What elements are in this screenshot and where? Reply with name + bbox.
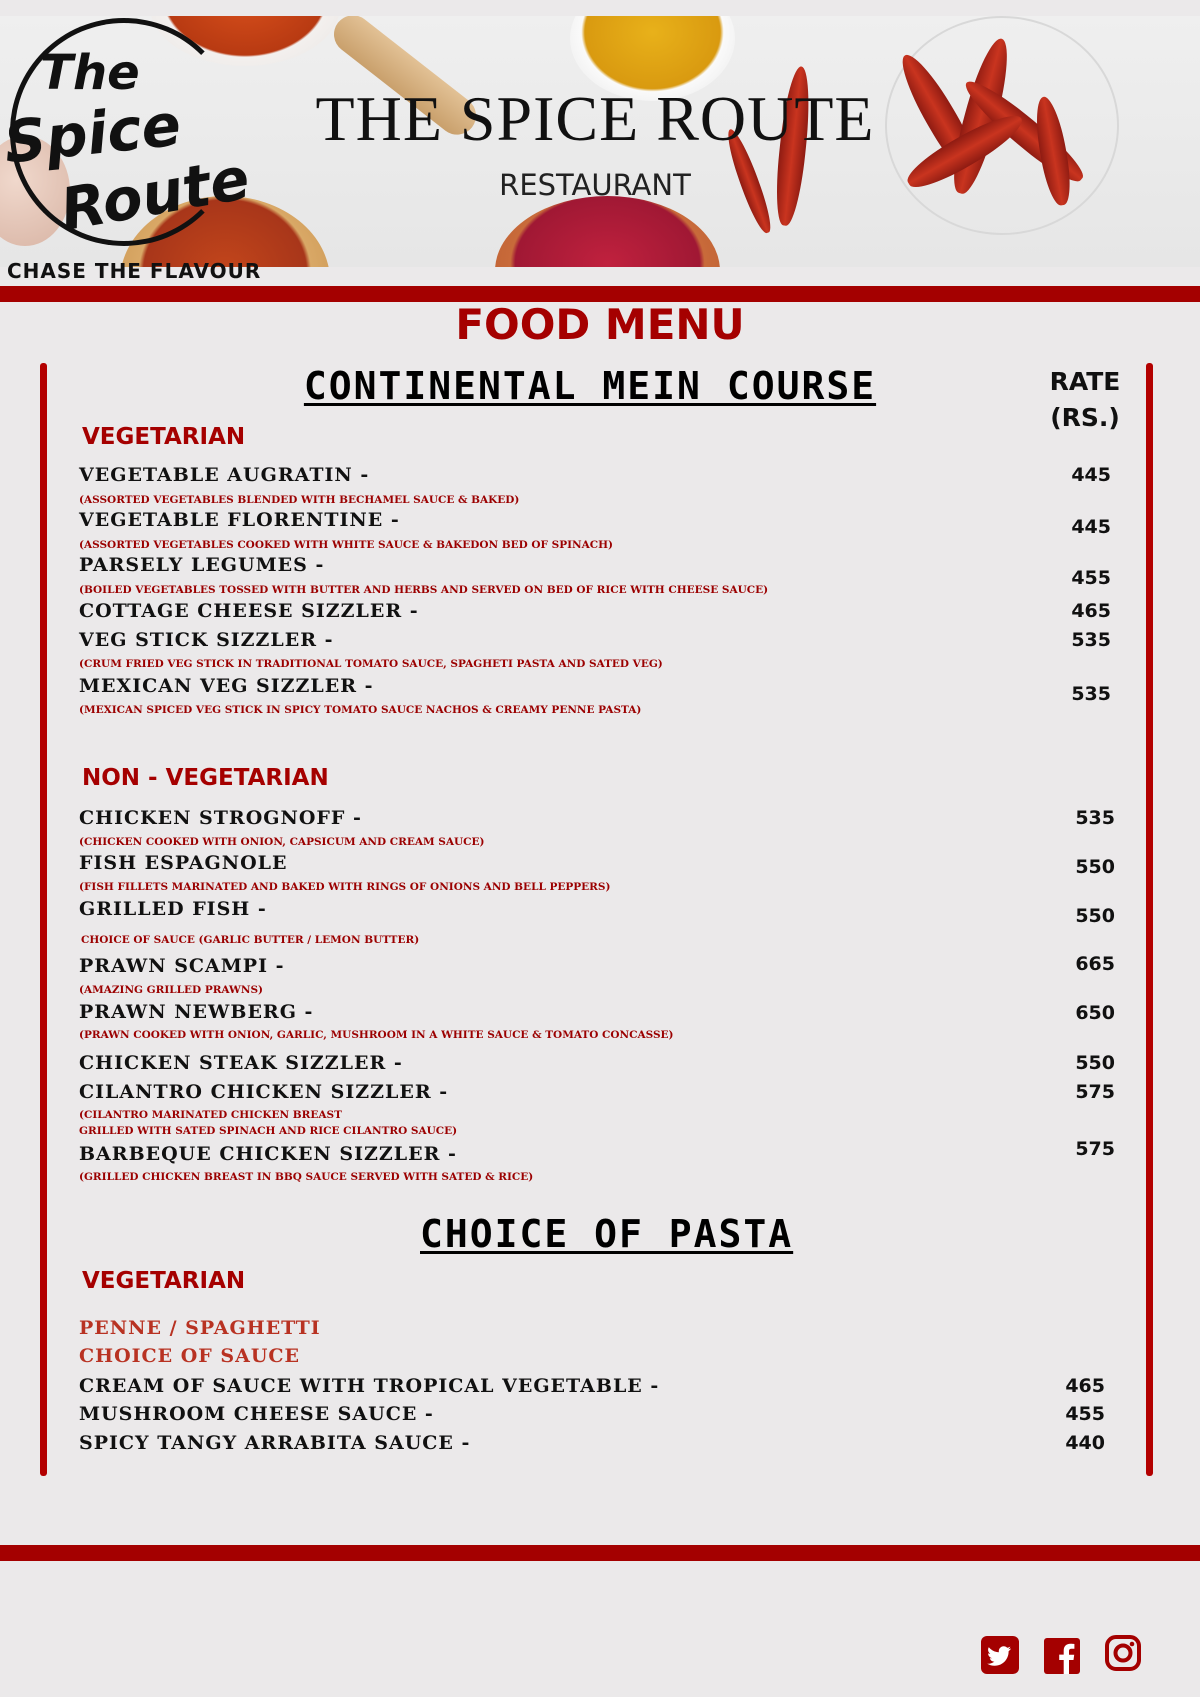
menu-item-desc-line2: GRILLED WITH SATED SPINACH AND RICE CILANTRO SAUCE)	[79, 1125, 458, 1137]
pasta-section-title: CHOICE OF PASTA	[420, 1212, 794, 1256]
menu-item-name: GRILLED FISH -	[79, 898, 267, 920]
pasta-item-price: 455	[1065, 1403, 1105, 1425]
menu-item-name: PARSELY LEGUMES -	[79, 554, 325, 576]
twitter-icon[interactable]	[981, 1636, 1019, 1674]
menu-item-desc: (PRAWN COOKED WITH ONION, GARLIC, MUSHROOM IN A WHITE SAUCE & TOMATO CONCASSE)	[79, 1029, 674, 1041]
menu-item-price: 550	[1075, 905, 1115, 927]
restaurant-title: THE SPICE ROUTE	[315, 83, 875, 154]
menu-item-price: 445	[1071, 464, 1111, 486]
menu-item-price: 465	[1071, 600, 1111, 622]
menu-item-desc: (FISH FILLETS MARINATED AND BAKED WITH RINGS OF ONIONS AND BELL PEPPERS)	[79, 881, 611, 893]
menu-item-name: PRAWN NEWBERG -	[79, 1001, 314, 1023]
menu-item-desc: (AMAZING GRILLED PRAWNS)	[79, 984, 264, 996]
menu-item-desc: (ASSORTED VEGETABLES BLENDED WITH BECHAMEL SAUCE & BAKED)	[79, 494, 520, 506]
pasta-sauce-line: CHOICE OF SAUCE	[79, 1345, 301, 1367]
facebook-icon[interactable]	[1044, 1638, 1082, 1676]
menu-item-price: 535	[1071, 629, 1111, 651]
frame-right-line	[1146, 363, 1153, 1476]
menu-item-name: CHICKEN STROGNOFF -	[79, 807, 362, 829]
frame-left-line	[40, 363, 47, 1476]
menu-item-desc: CHOICE OF SAUCE (GARLIC BUTTER / LEMON BUTTER)	[81, 934, 420, 946]
menu-item-name: CILANTRO CHICKEN SIZZLER -	[79, 1081, 449, 1103]
menu-item-price: 665	[1075, 953, 1115, 975]
pasta-item-price: 465	[1065, 1375, 1105, 1397]
sumac-bowl-image	[495, 196, 720, 267]
menu-item-desc: (CRUM FRIED VEG STICK IN TRADITIONAL TOMATO SAUCE, SPAGHETI PASTA AND SATED VEG)	[79, 658, 663, 670]
menu-item-price: 650	[1075, 1002, 1115, 1024]
logo-spice-text: Spice	[0, 90, 184, 177]
rate-header-line2: (RS.)	[1050, 403, 1120, 432]
menu-item-name: MEXICAN VEG SIZZLER -	[79, 675, 374, 697]
pasta-item-name: SPICY TANGY ARRABITA SAUCE -	[79, 1432, 471, 1454]
menu-item-desc: (CILANTRO MARINATED CHICKEN BREAST	[79, 1109, 342, 1121]
menu-item-price: 455	[1071, 567, 1111, 589]
menu-item-price: 550	[1075, 856, 1115, 878]
menu-item-price: 535	[1075, 807, 1115, 829]
menu-item-price: 575	[1075, 1081, 1115, 1103]
menu-item-price: 445	[1071, 516, 1111, 538]
menu-item-name: VEGETABLE AUGRATIN -	[79, 464, 370, 486]
menu-item-desc: (ASSORTED VEGETABLES COOKED WITH WHITE SAUCE & BAKEDON BED OF SPINACH)	[79, 539, 614, 551]
instagram-icon[interactable]	[1104, 1634, 1142, 1672]
restaurant-subtitle: RESTAURANT	[499, 168, 691, 202]
menu-item-name: BARBEQUE CHICKEN SIZZLER -	[79, 1143, 457, 1165]
pasta-type-line: PENNE / SPAGHETTI	[79, 1317, 321, 1339]
menu-item-name: VEG STICK SIZZLER -	[79, 629, 334, 651]
rate-header-line1: RATE	[1049, 367, 1121, 396]
menu-item-price: 575	[1075, 1138, 1115, 1160]
bottom-divider-bar	[0, 1545, 1200, 1561]
pasta-item-name: MUSHROOM CHEESE SAUCE -	[79, 1403, 434, 1425]
menu-item-name: FISH ESPAGNOLE	[79, 852, 288, 874]
menu-item-desc: (MEXICAN SPICED VEG STICK IN SPICY TOMATO SAUCE NACHOS & CREAMY PENNE PASTA)	[79, 704, 642, 716]
menu-item-name: PRAWN SCAMPI -	[79, 955, 285, 977]
menu-item-desc: (GRILLED CHICKEN BREAST IN BBQ SAUCE SERVED WITH SATED & RICE)	[79, 1171, 534, 1183]
menu-item-name: COTTAGE CHEESE SIZZLER -	[79, 600, 419, 622]
menu-item-price: 550	[1075, 1052, 1115, 1074]
pasta-item-price: 440	[1065, 1432, 1105, 1454]
food-menu-title: FOOD MENU	[455, 300, 745, 349]
logo-route-text: Route	[55, 144, 255, 244]
rate-header	[1040, 364, 1130, 436]
non-vegetarian-category: NON - VEGETARIAN	[82, 765, 329, 791]
menu-item-desc: (CHICKEN COOKED WITH ONION, CAPSICUM AND CREAM SAUCE)	[79, 836, 485, 848]
menu-item-name: CHICKEN STEAK SIZZLER -	[79, 1052, 403, 1074]
menu-item-price: 535	[1071, 683, 1111, 705]
menu-item-desc: (BOILED VEGETABLES TOSSED WITH BUTTER AND HERBS AND SERVED ON BED OF RICE WITH CHEESE SAUCE)	[79, 584, 769, 596]
tagline: CHASE THE FLAVOUR	[7, 259, 262, 283]
pasta-item-name: CREAM OF SAUCE WITH TROPICAL VEGETABLE -	[79, 1375, 660, 1397]
menu-item-name: VEGETABLE FLORENTINE -	[79, 509, 400, 531]
vegetarian-category: VEGETARIAN	[82, 424, 246, 450]
continental-section-title: CONTINENTAL MEIN COURSE	[303, 364, 877, 408]
pasta-vegetarian-category: VEGETARIAN	[82, 1268, 246, 1294]
logo-the-text: The	[40, 45, 140, 101]
